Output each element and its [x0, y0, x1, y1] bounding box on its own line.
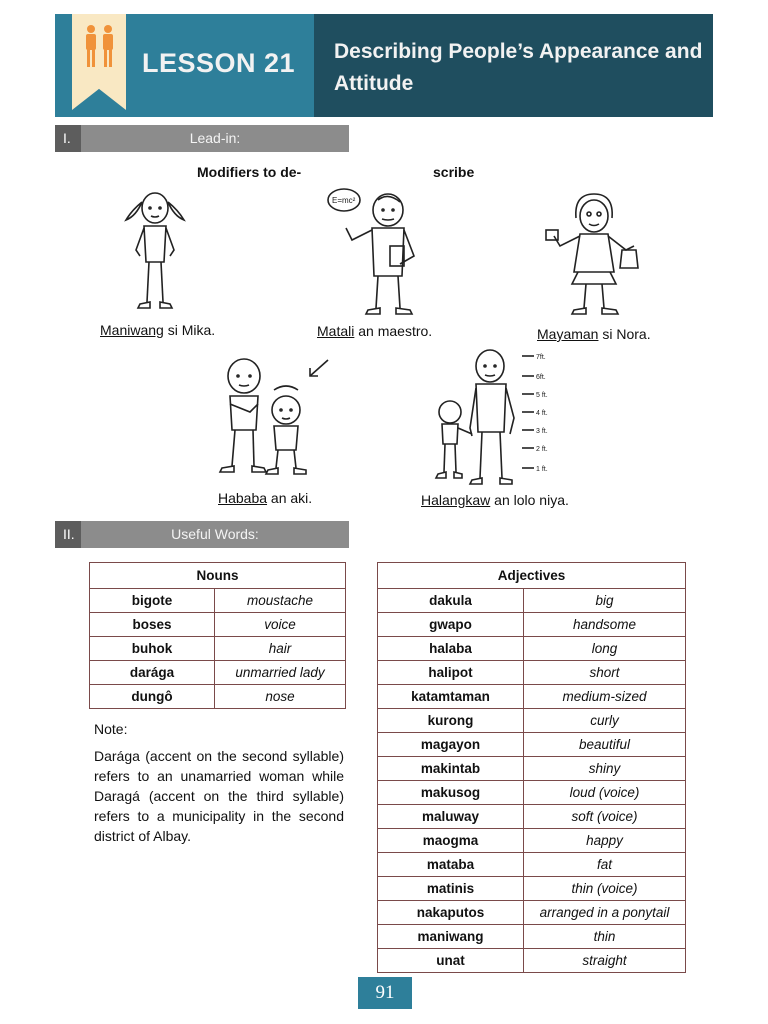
tall-grandfather-illustration: [430, 348, 560, 488]
word-cell: maluway: [378, 805, 524, 829]
meaning-cell: arranged in a ponytail: [524, 901, 686, 925]
meaning-cell: soft (voice): [524, 805, 686, 829]
meaning-cell: big: [524, 589, 686, 613]
caption-halangkaw: [421, 492, 569, 508]
word-cell: mataba: [378, 853, 524, 877]
section-lead-in: [55, 125, 349, 152]
word-cell: maogma: [378, 829, 524, 853]
caption-rest: an lolo niya.: [490, 492, 569, 508]
table-row: [378, 877, 686, 901]
caption-keyword: Matali: [317, 323, 355, 339]
word-cell: halaba: [378, 637, 524, 661]
meaning-cell: shiny: [524, 757, 686, 781]
word-cell: dungô: [90, 685, 215, 709]
lesson-number: LESSON 21: [142, 48, 296, 78]
table-row: [378, 709, 686, 733]
meaning-cell: hair: [215, 637, 346, 661]
meaning-cell: short: [524, 661, 686, 685]
meaning-cell: moustache: [215, 589, 346, 613]
meaning-cell: voice: [215, 613, 346, 637]
word-cell: unat: [378, 949, 524, 973]
word-cell: gwapo: [378, 613, 524, 637]
word-cell: boses: [90, 613, 215, 637]
caption-rest: an maestro.: [354, 323, 433, 339]
table-row: [378, 925, 686, 949]
formula-bubble-text: E=mc²: [332, 196, 356, 205]
caption-hababa: [218, 490, 312, 506]
rich-woman-illustration: [538, 188, 650, 320]
table-row: [378, 805, 686, 829]
thin-girl-illustration: [118, 186, 192, 318]
table-row: [378, 901, 686, 925]
caption-rest: si Nora.: [598, 326, 651, 342]
caption-keyword: Maniwang: [100, 322, 164, 338]
meaning-cell: nose: [215, 685, 346, 709]
meaning-cell: straight: [524, 949, 686, 973]
note-label: Note:: [94, 721, 128, 737]
note-text: Darága (accent on the second syllable) refers to an unamarried woman while Daragá (accent on the third syllable) refers to a municipality in the second district of Albay.: [94, 748, 344, 844]
meaning-cell: medium-sized: [524, 685, 686, 709]
scale-label-2: 2 ft.: [536, 446, 548, 453]
lesson-title: Describing People’s Appearance and Attitude: [334, 40, 703, 95]
table-row: [378, 685, 686, 709]
word-cell: dakula: [378, 589, 524, 613]
caption-keyword: Mayaman: [537, 326, 599, 342]
people-icon: [82, 24, 118, 70]
word-cell: kurong: [378, 709, 524, 733]
adjectives-header: Adjectives: [378, 563, 686, 589]
caption-rest: si Mika.: [163, 322, 216, 338]
caption-maniwang: [100, 322, 215, 338]
table-row: [90, 637, 346, 661]
table-row: [378, 853, 686, 877]
table-row: [378, 829, 686, 853]
word-cell: bigote: [90, 589, 215, 613]
meaning-cell: fat: [524, 853, 686, 877]
caption-mayaman: [537, 326, 651, 342]
table-row: [378, 949, 686, 973]
caption-keyword: Hababa: [218, 490, 268, 506]
word-cell: halipot: [378, 661, 524, 685]
meaning-cell: long: [524, 637, 686, 661]
table-row: [378, 613, 686, 637]
meaning-cell: happy: [524, 829, 686, 853]
section-label: Lead-in:: [189, 130, 241, 146]
word-cell: matinis: [378, 877, 524, 901]
table-row: [378, 661, 686, 685]
table-row: [378, 589, 686, 613]
table-row: [90, 613, 346, 637]
meaning-cell: thin (voice): [524, 877, 686, 901]
adjectives-table: [377, 562, 686, 973]
table-row: [90, 685, 346, 709]
section-number: I.: [55, 125, 81, 152]
word-cell: magayon: [378, 733, 524, 757]
meaning-cell: loud (voice): [524, 781, 686, 805]
table-row: [378, 733, 686, 757]
word-cell: katamtaman: [378, 685, 524, 709]
word-cell: maniwang: [378, 925, 524, 949]
scale-label-4: 4 ft.: [536, 410, 548, 417]
meaning-cell: unmarried lady: [215, 661, 346, 685]
word-cell: buhok: [90, 637, 215, 661]
caption-keyword: Halangkaw: [421, 492, 491, 508]
caption-rest: an aki.: [267, 490, 313, 506]
word-cell: makintab: [378, 757, 524, 781]
word-cell: nakaputos: [378, 901, 524, 925]
meaning-cell: curly: [524, 709, 686, 733]
scale-label-6: 6ft.: [536, 374, 546, 381]
section-number: II.: [55, 521, 81, 548]
scale-label-1: 1 ft.: [536, 466, 548, 473]
table-row: [378, 781, 686, 805]
lead-in-heading-part1: Modifiers to de-: [197, 164, 302, 180]
section-label: Useful Words:: [171, 526, 259, 542]
table-row: [378, 637, 686, 661]
word-cell: makusog: [378, 781, 524, 805]
nouns-table: [89, 562, 346, 709]
meaning-cell: thin: [524, 925, 686, 949]
meaning-cell: beautiful: [524, 733, 686, 757]
word-cell: darága: [90, 661, 215, 685]
table-row: [378, 757, 686, 781]
short-kid-illustration: [210, 354, 334, 484]
page-number: 91: [358, 977, 412, 1009]
caption-matali: [317, 323, 432, 339]
lead-in-heading-part2: scribe: [433, 164, 475, 180]
scale-label-3: 3 ft.: [536, 428, 548, 435]
scale-label-5: 5 ft.: [536, 392, 548, 399]
table-row: [90, 589, 346, 613]
scale-label-7: 7ft.: [536, 354, 546, 361]
section-useful-words: [55, 521, 349, 548]
table-row: [90, 661, 346, 685]
teacher-illustration: [322, 184, 426, 320]
meaning-cell: handsome: [524, 613, 686, 637]
nouns-header: Nouns: [90, 563, 346, 589]
